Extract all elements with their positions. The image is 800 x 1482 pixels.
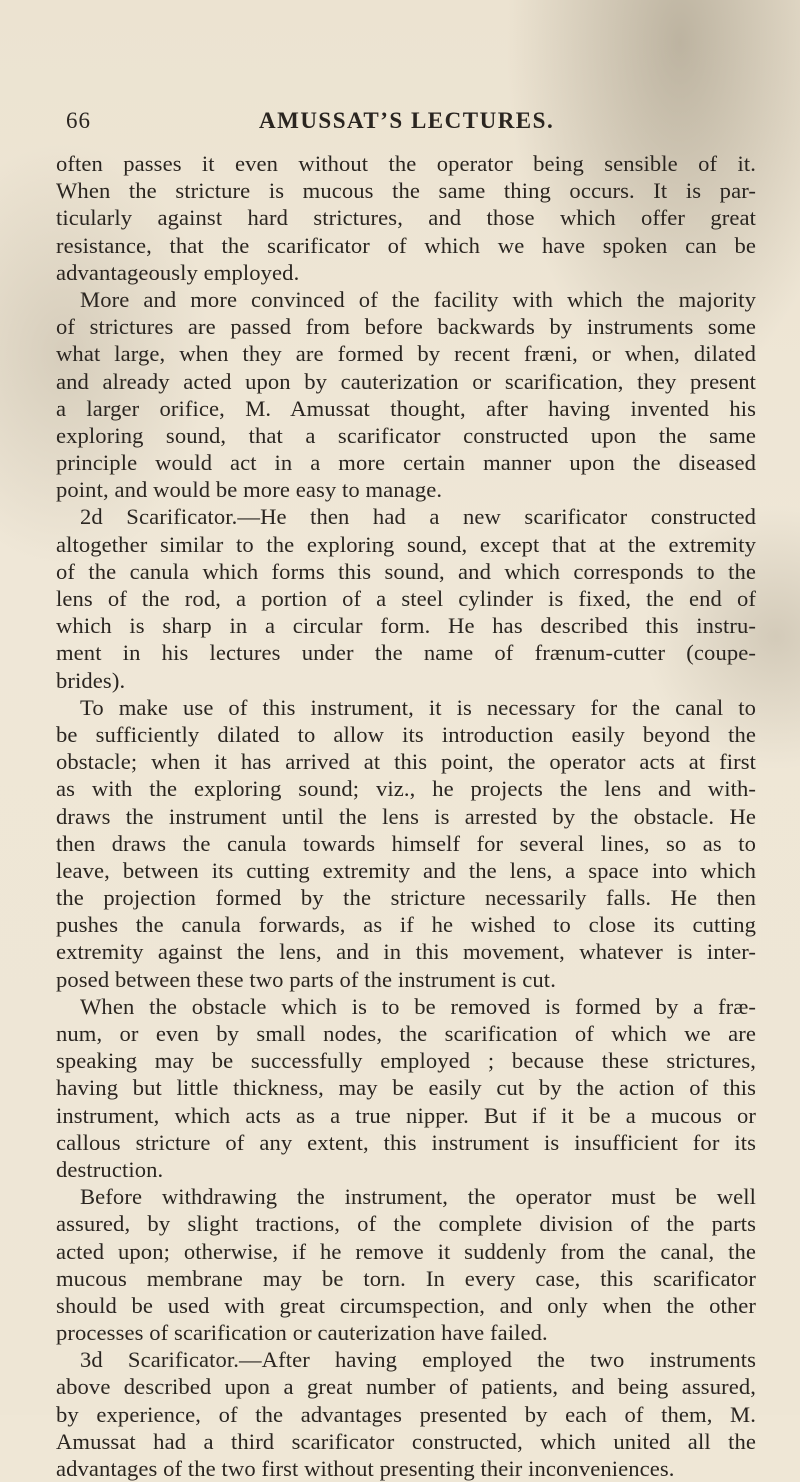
text-line: having but little thickness, may be easily cut by the action of this xyxy=(56,1075,756,1101)
text-line: processes of scarification or cauterization have failed. xyxy=(56,1320,548,1346)
body-text xyxy=(56,150,756,1482)
text-line: resistance, that the scarificator of which we have spoken can be xyxy=(56,232,756,258)
text-line: exploring sound, that a scarificator constructed upon the same xyxy=(56,422,756,448)
text-line: When the obstacle which is to be removed is formed by a fræ- xyxy=(80,993,756,1019)
text-line: To make use of this instrument, it is necessary for the canal to xyxy=(80,694,756,720)
text-line: a larger orifice, M. Amussat thought, after having invented his xyxy=(56,395,756,421)
text-line: mucous membrane may be torn. In every case, this scarificator xyxy=(56,1265,756,1291)
text-line: which is sharp in a circular form. He has described this instru- xyxy=(56,613,756,639)
text-line: When the stricture is mucous the same thing occurs. It is par- xyxy=(56,178,756,204)
text-line: ticularly against hard strictures, and those which offer great xyxy=(56,205,756,231)
text-line: what large, when they are formed by recent fræni, or when, dilated xyxy=(56,341,756,367)
text-line: as with the exploring sound; viz., he projects the lens and with- xyxy=(56,776,756,802)
text-line: the projection formed by the stricture necessarily falls. He then xyxy=(56,885,756,911)
text-line: by experience, of the advantages presented by each of them, M. xyxy=(56,1401,756,1427)
text-line: Amussat had a third scarificator constructed, which united all the xyxy=(56,1428,756,1454)
text-line: obstacle; when it has arrived at this point, the operator acts at first xyxy=(56,749,756,775)
text-line: callous stricture of any extent, this instrument is insufficient for its xyxy=(56,1129,756,1155)
text-line: and already acted upon by cauterization or scarification, they present xyxy=(56,368,756,394)
text-line: speaking may be successfully employed ; because these strictures, xyxy=(56,1048,756,1074)
text-line: be sufficiently dilated to allow its introduction easily beyond the xyxy=(56,721,756,747)
text-line: brides). xyxy=(56,667,126,693)
text-line: assured, by slight tractions, of the complete division of the parts xyxy=(56,1211,756,1237)
text-line: instrument, which acts as a true nipper. But if it be a mucous or xyxy=(56,1102,756,1128)
page-header xyxy=(66,108,746,138)
text-line: altogether similar to the exploring sound, except that at the extremity xyxy=(56,531,756,557)
text-line: often passes it even without the operator being sensible of it. xyxy=(56,151,756,176)
text-line: acted upon; otherwise, if he remove it suddenly from the canal, the xyxy=(56,1238,756,1264)
text-line: should be used with great circumspection, and only when the other xyxy=(56,1292,756,1318)
text-line: extremity against the lens, and in this movement, whatever is inter- xyxy=(56,939,756,965)
text-line: More and more convinced of the facility with which the majority xyxy=(80,286,756,312)
text-line: above described upon a great number of patients, and being assured, xyxy=(56,1374,756,1400)
text-line: ment in his lectures under the name of frænum-cutter (coupe- xyxy=(56,640,756,666)
text-line: 3d Scarificator.—After having employed the two instruments xyxy=(80,1347,756,1373)
text-line: point, and would be more easy to manage. xyxy=(56,477,443,503)
text-line: leave, between its cutting extremity and the lens, a space into which xyxy=(56,857,756,883)
text-line: of the canula which forms this sound, and which corresponds to the xyxy=(56,558,756,584)
text-line: of strictures are passed from before backwards by instruments some xyxy=(56,314,756,340)
page-number: 66 xyxy=(66,108,91,133)
text-line: destruction. xyxy=(56,1156,164,1182)
text-line: Before withdrawing the instrument, the operator must be well xyxy=(80,1184,756,1210)
text-line: advantageously employed. xyxy=(56,259,300,285)
text-line: num, or even by small nodes, the scarification of which we are xyxy=(56,1021,756,1046)
text-line: lens of the rod, a portion of a steel cylinder is fixed, the end of xyxy=(56,586,756,611)
text-line: pushes the canula forwards, as if he wished to close its cutting xyxy=(56,912,756,938)
text-line: advantages of the two first without presenting their inconveniences. xyxy=(56,1456,675,1481)
text-line: principle would act in a more certain manner upon the diseased xyxy=(56,450,756,476)
running-title: AMUSSAT’S LECTURES. xyxy=(259,108,555,133)
text-line: 2d Scarificator.—He then had a new scarificator constructed xyxy=(80,504,756,530)
text-line: posed between these two parts of the instrument is cut. xyxy=(56,966,556,992)
text-line: then draws the canula towards himself for several lines, so as to xyxy=(56,830,756,856)
text-line: draws the instrument until the lens is arrested by the obstacle. He xyxy=(56,803,756,829)
